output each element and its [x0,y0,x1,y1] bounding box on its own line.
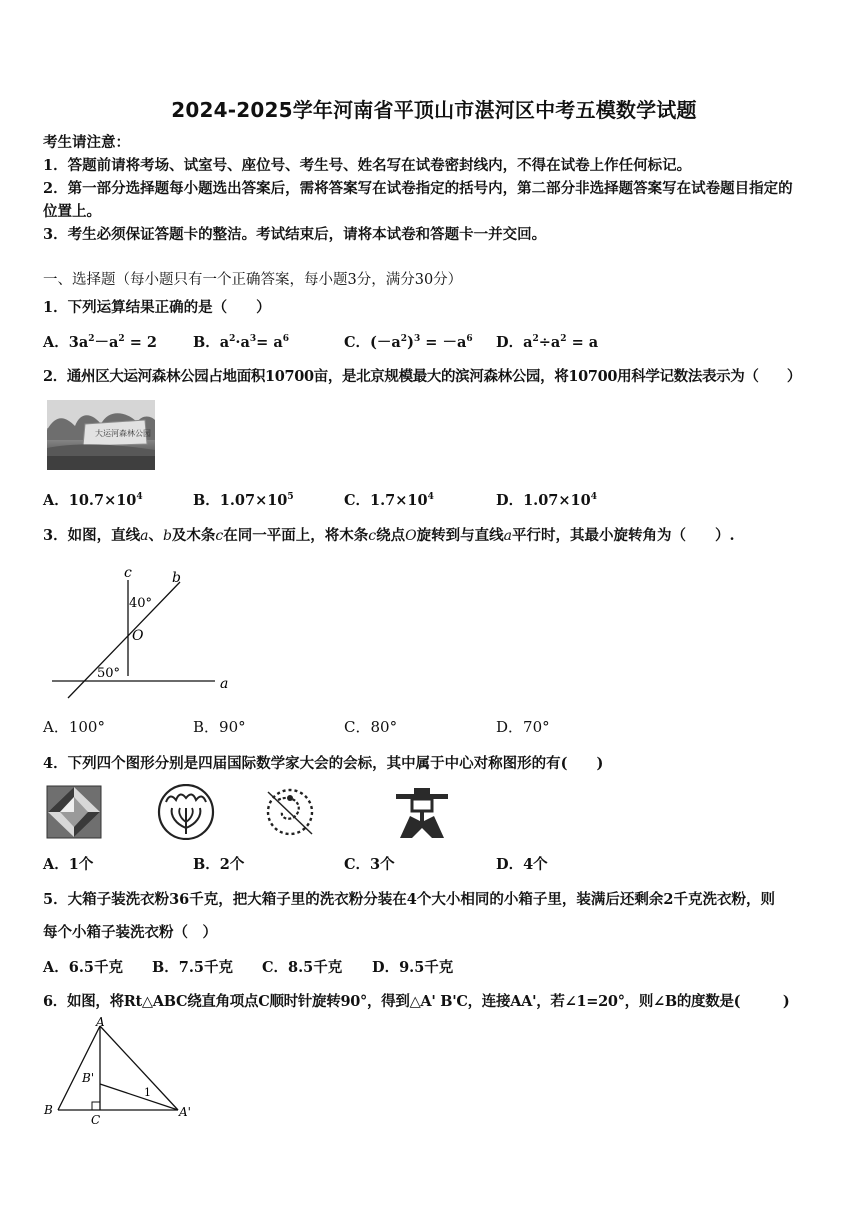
right-angle-mark [92,1102,100,1110]
notice-item-3: 3．考生必须保证答题卡的整洁。考试结束后，请将本试卷和答题卡一并交回。 [43,226,547,243]
logo-4-icon [392,786,452,840]
logo-2-icon [154,784,218,840]
question-5-line-1: 5．大箱子装洗衣粉36千克，把大箱子里的洗衣粉分装在4个大小相同的小箱子里，装满后还剩余2千克洗衣粉，则 [43,891,775,908]
notice-item-1: 1．答题前请将考场、试室号、座位号、考生号、姓名写在试卷密封线内，不得在试卷上作任何标记。 [43,157,692,174]
q1-option-a: A．$3a^2-a^2 = 2$ [43,334,158,351]
q4-option-d: D．4个 [496,856,548,873]
logo-1-icon [46,785,102,839]
q2-option-d: D．$1.07\times 10^4$ [496,492,597,509]
q2-option-b: B．$1.07\times 10^5$ [193,492,294,509]
q4-option-c: C．3个 [344,856,395,873]
section-heading: 一、选择题（每小题只有一个正确答案，每小题3分，满分30分） [43,272,463,288]
q2-option-c: C．$1.7\times 10^4$ [344,492,434,509]
q1-option-c: C．$(-a^2)^3 = -a^6$ [344,334,473,351]
notice-item-2a: 2．第一部分选择题每小题选出答案后，需将答案写在试卷指定的括号内，第二部分非选择题答案写在试卷题目指定的 [43,180,793,197]
q1-option-d: D．$a^2\div a^2 = a$ [496,334,599,351]
label-B: B [44,1103,53,1117]
notice-item-2b: 位置上。 [43,203,101,220]
label-c: c [124,565,132,581]
q5-option-b: B．7.5千克 [152,959,233,976]
q5-option-d: D．9.5千克 [372,959,454,976]
q2-option-a: A．$10.7\times 10^4$ [43,492,143,509]
q5-option-a: A．6.5千克 [43,959,123,976]
question-6-stem: 6．如图，将Rt△ABC绕直角项点C顺时针旋转90°，得到△A' B'C，连接AA'，若∠1=20°，则∠B的度数是( ) [43,993,790,1010]
label-o: O [132,628,144,644]
question-3-stem: 3．如图，直线a、b及木条c在同一平面上，将木条c绕点O旋转到与直线a平行时，其最小旋转角为（ ）. [43,527,735,544]
q3-option-d: D．70° [496,718,550,736]
question-4-stem: 4．下列四个图形分别是四届国际数学家大会的会标，其中属于中心对称图形的有( ) [43,755,604,772]
question-2-stem: 2．通州区大运河森林公园占地面积10700亩，是北京规模最大的滨河森林公园，将10700用科学记数法表示为（ ） [43,368,802,385]
question-1-stem: 1．下列运算结果正确的是（ ） [43,299,271,316]
park-sign-text: 大运河森林公园 [95,429,151,438]
q3-option-a: A．100° [43,718,105,736]
label-B-prime: B' [82,1071,95,1085]
q4-option-b: B．2个 [193,856,245,873]
segment-ab [58,1026,100,1110]
q4-option-a: A．1个 [43,856,94,873]
q3-option-c: C．80° [344,718,398,736]
logo-3-icon [260,784,320,840]
q3-figure [40,560,250,700]
angle-40: 40° [129,596,153,611]
notice-heading: 考生请注意： [43,134,130,151]
label-C: C [91,1113,101,1127]
park-photo [47,400,155,470]
page-title: 2024-2025学年河南省平顶山市湛河区中考五模数学试题 [171,98,697,122]
label-b: b [172,570,181,586]
label-A-prime: A' [179,1105,191,1119]
question-5-line-2: 每个小箱子装洗衣粉（ ） [43,924,217,941]
label-a: a [220,676,229,692]
angle-50: 50° [97,666,121,681]
label-angle-1: 1 [144,1086,151,1099]
q1-option-b: B．$a^2\cdot a^3= a^6$ [193,334,289,351]
label-A: A [96,1015,105,1029]
q3-option-b: B．90° [193,718,246,736]
q5-option-c: C．8.5千克 [262,959,343,976]
q6-figure [38,1014,208,1130]
